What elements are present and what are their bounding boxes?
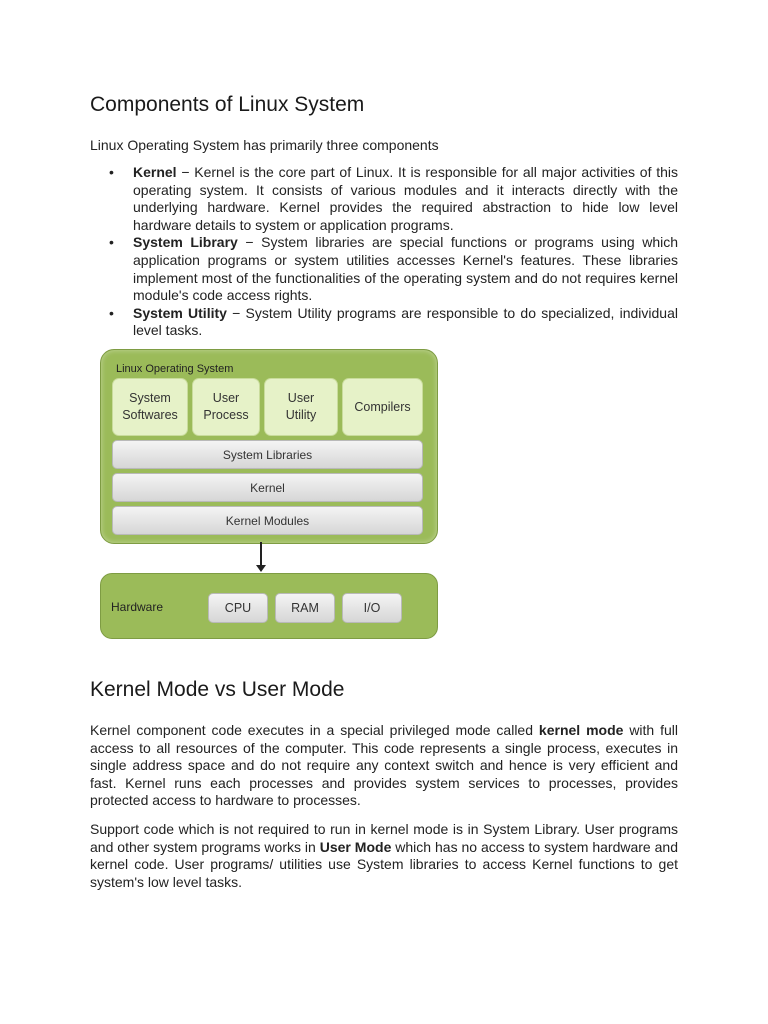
app-line: User [212,391,240,405]
app-line: Compilers [354,399,411,414]
desc-system-utility: − System Utility programs are responsible to do specialized, individual level tasks. [133,304,678,339]
list-item-system-library [133,234,678,304]
intro-text: Linux Operating System has primarily three components [90,137,439,153]
section-title-kernel-mode: Kernel Mode vs User Mode [90,678,345,701]
app-system-softwares [112,378,188,436]
section-title-components: Components of Linux System [90,93,365,116]
hardware-ram: RAM [275,593,335,623]
hardware-io: I/O [342,593,402,623]
list-item-system-utility [133,305,678,340]
app-line: User [287,391,315,405]
term-system-library: System Library [133,234,238,251]
app-line: Process [203,408,249,422]
layer-kernel-modules: Kernel Modules [112,506,423,535]
para2-text-b: which has no access to system hardware and kernel code. User programs/ utilities use System libraries to access Kernel functions to get system's low level tasks. [90,838,678,890]
app-line: System [129,391,171,405]
hardware-box [100,573,438,639]
para1-text-a: Kernel component code executes in a special privileged mode called [90,722,539,738]
kernel-mode-paragraph [90,722,678,810]
layer-system-libraries: System Libraries [112,440,423,469]
linux-architecture-diagram [100,349,438,643]
arrow-line [260,542,262,566]
app-compilers [342,378,423,436]
kernel-mode-term: kernel mode [538,722,624,738]
app-user-utility [264,378,338,436]
list-item-kernel [133,164,678,234]
linux-os-box [100,349,438,544]
hardware-label: Hardware [111,600,164,614]
para1-text-b: with full access to all resources of the computer. This code represents a single process, executes in single address space and do not require any context switch and hence is very efficient and fast. Kernel runs each processes and provides system services to processes, provides protected access to hardware to processes. [90,722,679,809]
user-mode-paragraph [90,821,678,891]
para2-text-a: Support code which is not required to run in kernel mode is in System Library. User programs and other system programs works in [90,821,678,855]
app-line: Softwares [122,408,178,422]
components-list [90,164,678,340]
app-user-process [192,378,260,436]
hardware-cpu: CPU [208,593,268,623]
app-line: Utility [285,408,317,422]
os-label: Linux Operating System [116,363,234,375]
desc-kernel: − Kernel is the core part of Linux. It is responsible for all major activities of this operating system. It consists of various modules and it interacts directly with the underlying hardware. Kernel provides the required abstraction to hide low level hardware details to system or application programs. [133,164,678,233]
user-mode-term: User Mode [319,838,392,855]
desc-system-library: − System libraries are special functions or programs using which application programs or system utilities accesses Kernel's features. These libraries implement most of the functionalities of the operating system and do not requires kernel module's code access rights. [133,234,678,304]
arrow-down-icon [256,565,266,572]
term-kernel: Kernel [133,164,177,180]
term-system-utility: System Utility [133,304,227,321]
layer-kernel: Kernel [112,473,423,502]
